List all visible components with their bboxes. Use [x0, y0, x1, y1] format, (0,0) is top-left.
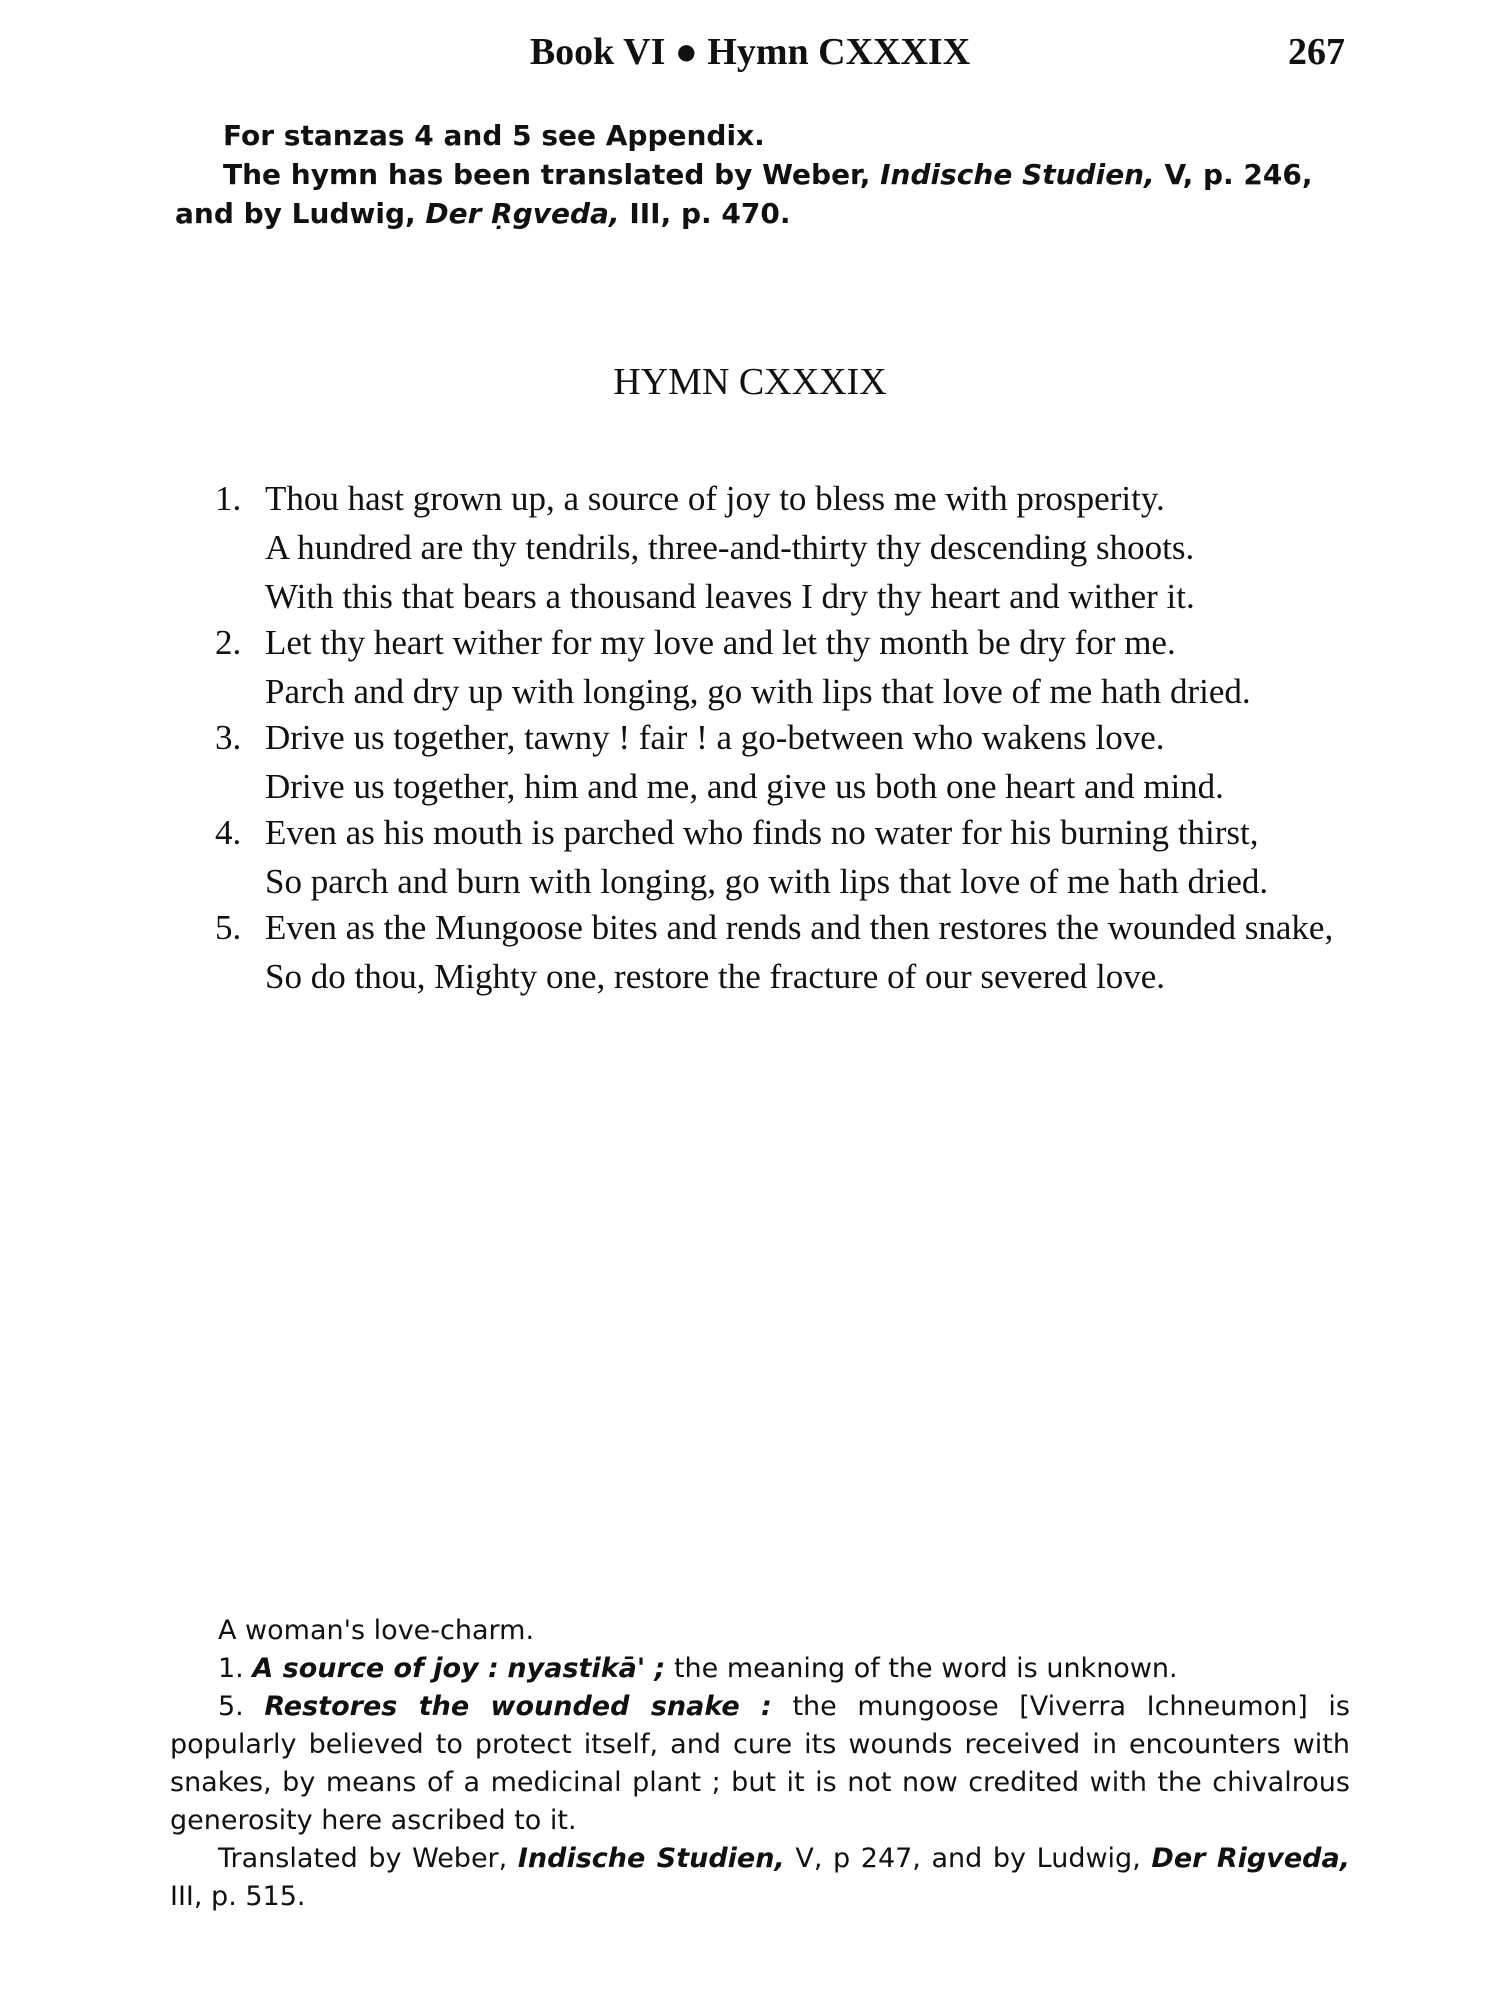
appendix-reference: For stanzas 4 and 5 see Appendix. [223, 119, 765, 152]
stanza [215, 905, 1340, 1000]
stanza-number: 1. [215, 479, 242, 518]
footnote-5-number: 5. [218, 1691, 244, 1722]
stanza-line: A hundred are thy tendrils, three-and-thirty thy descending shoots. [265, 528, 1195, 567]
footnote-1-lemma: A source of joy : [252, 1653, 499, 1684]
translation-reference-title: Indische Studien, [880, 158, 1155, 191]
stanza-number: 4. [215, 813, 242, 852]
stanza-number: 3. [215, 718, 242, 757]
stanza-line: Thou hast grown up, a source of joy to bless me with prosperity. [265, 479, 1165, 518]
footnote-5 [170, 1688, 1350, 1840]
footnote-5-text: the mungoose [Viverra Ichneumon] is popularly believed to protect itself, and cure its wounds received in encounters with snakes, by means of a medicinal plant ; but it is not now credited with the chivalrous generosity here ascribed to it. [170, 1691, 1350, 1836]
stanza [215, 715, 1340, 810]
stanza [215, 476, 1340, 620]
footnote-1-text: the meaning of the word is unknown. [673, 1653, 1178, 1684]
footnote-translation-title: Indische Studien, [517, 1843, 785, 1874]
stanza-line: Parch and dry up with longing, go with lips that love of me hath dried. [265, 672, 1251, 711]
footnote-translation [170, 1840, 1350, 1916]
stanza-number: 5. [215, 908, 242, 947]
footnote-translation-mid: V, p 247, and by Ludwig, [795, 1843, 1141, 1874]
translation-reference-pre: The hymn has been translated by Weber, [223, 158, 871, 191]
stanza-line: Even as his mouth is parched who finds no water for his burning thirst, [265, 813, 1259, 852]
hymn-title: HYMN CXXXIX [613, 361, 887, 403]
stanza-line: Let thy heart wither for my love and let thy month be dry for me. [265, 623, 1176, 662]
footnote-1-number: 1. [218, 1653, 244, 1684]
translation-reference-post: III, p. 470. [629, 197, 791, 230]
stanza-line: With this that bears a thousand leaves I dry thy heart and wither it. [265, 577, 1195, 616]
translation-reference-mid: V, p. 246, and by Ludwig, [175, 158, 1313, 230]
footnote-5-lemma: Restores the wounded snake : [264, 1691, 772, 1722]
translation-reference-title-2: Der Ṛgveda, [425, 197, 620, 230]
stanza-line: So parch and burn with longing, go with lips that love of me hath dried. [265, 862, 1269, 901]
running-head [0, 30, 1500, 80]
footnote-intro: A woman's love-charm. [218, 1615, 535, 1646]
footnotes [170, 1612, 1350, 1916]
footnote-translation-title-2: Der Rigveda, [1151, 1843, 1350, 1874]
stanza-number: 2. [215, 623, 242, 662]
stanza-line: Drive us together, tawny ! fair ! a go-between who wakens love. [265, 718, 1165, 757]
stanza [215, 810, 1340, 905]
stanza [215, 620, 1340, 715]
stanza-line: Drive us together, him and me, and give us both one heart and mind. [265, 767, 1224, 806]
footnote-translation-post: III, p. 515. [170, 1881, 306, 1912]
footnote-1 [170, 1650, 1350, 1688]
page-number: 267 [1288, 31, 1345, 73]
stanza-line: So do thou, Mighty one, restore the fracture of our severed love. [265, 957, 1166, 996]
footnote-translation-pre: Translated by Weber, [218, 1843, 508, 1874]
footnote-1-term: nyastikā' ; [507, 1653, 666, 1684]
stanza-list [215, 476, 1340, 1000]
translation-reference [175, 155, 1345, 233]
running-title: Book VI ● Hymn CXXXIX [529, 31, 971, 73]
stanza-line: Even as the Mungoose bites and rends and then restores the wounded snake, [265, 908, 1334, 947]
prefatory-note [175, 116, 1345, 233]
